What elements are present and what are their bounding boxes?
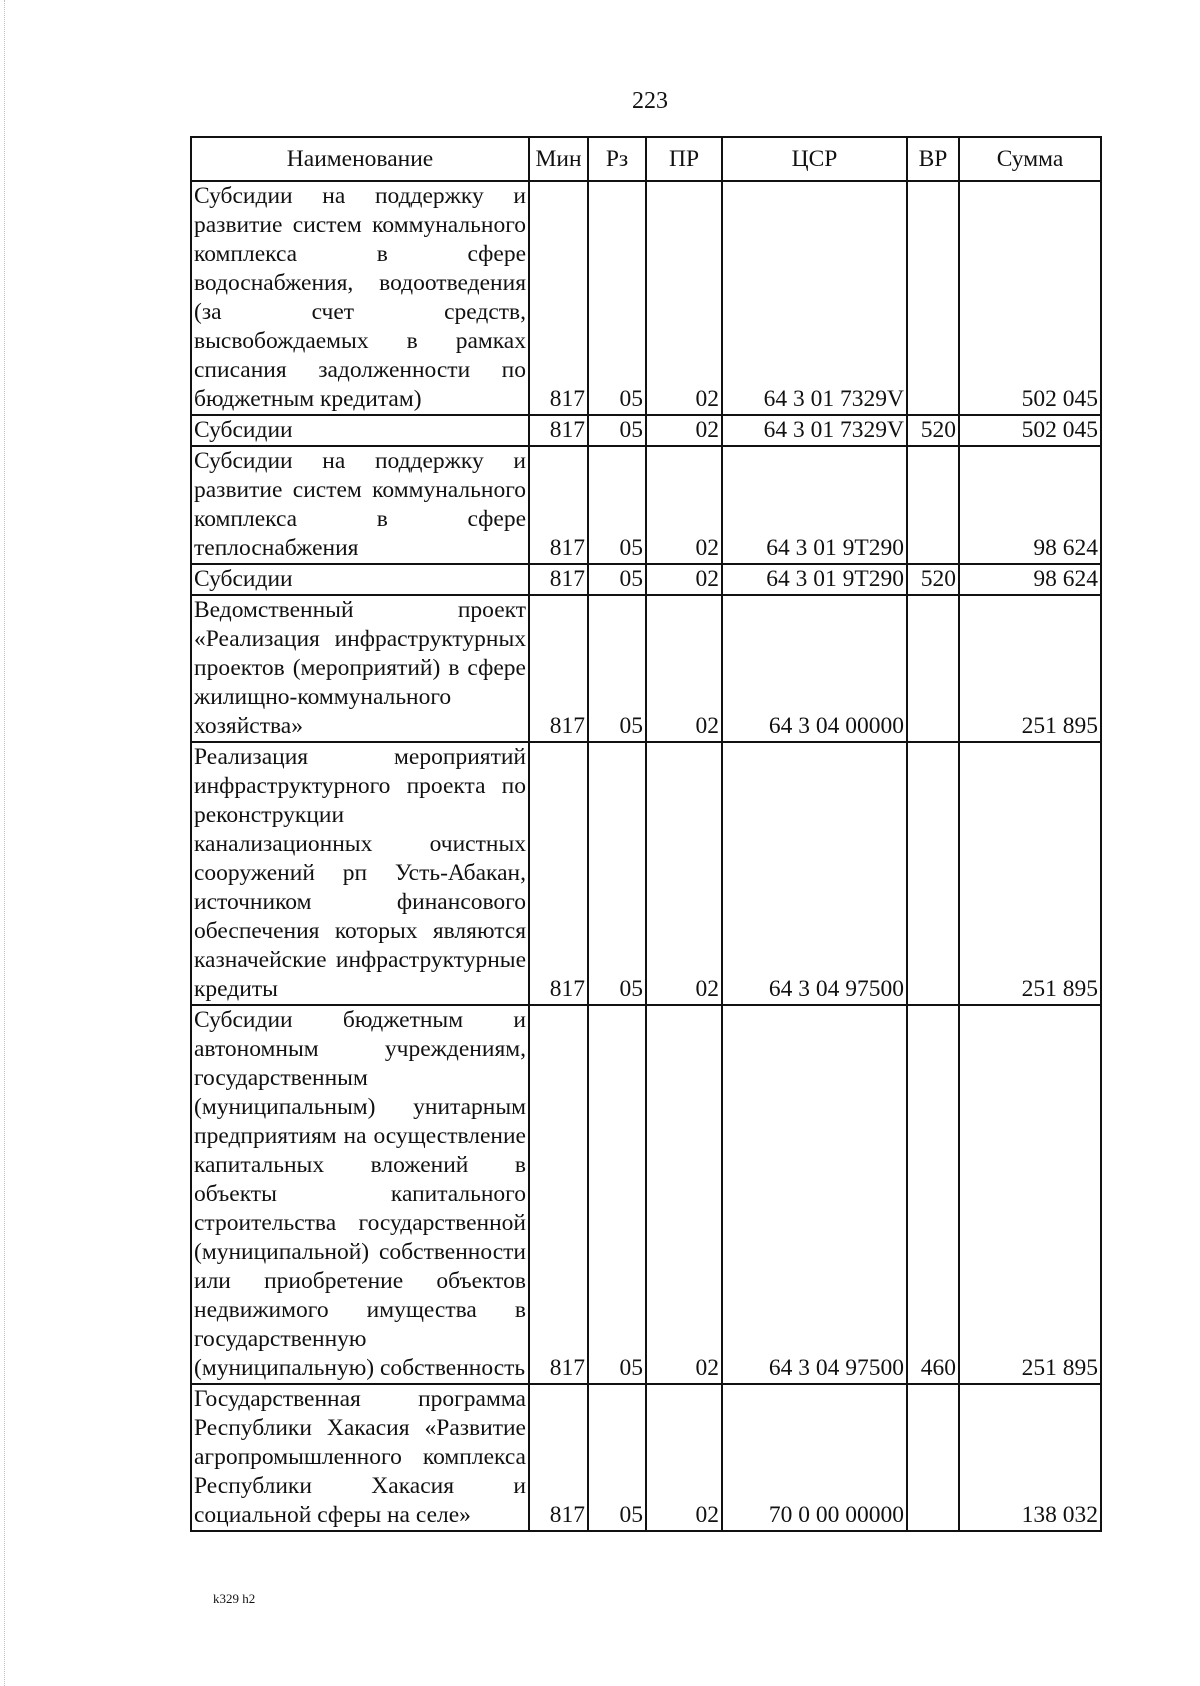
row-vr xyxy=(907,595,959,742)
row-sum: 138 032 xyxy=(959,1384,1101,1531)
row-rz: 05 xyxy=(588,595,646,742)
footer-code: k329 h2 xyxy=(213,1591,256,1606)
row-min: 817 xyxy=(529,1005,588,1384)
header-sum: Сумма xyxy=(959,137,1101,181)
row-rz: 05 xyxy=(588,564,646,595)
header-csr: ЦСР xyxy=(722,137,907,181)
row-name: Субсидии xyxy=(191,564,529,595)
row-csr: 64 3 01 7329V xyxy=(722,415,907,446)
table-row xyxy=(191,446,1101,564)
row-csr: 64 3 04 97500 xyxy=(722,1005,907,1384)
row-vr xyxy=(907,181,959,415)
row-sum: 502 045 xyxy=(959,415,1101,446)
row-min: 817 xyxy=(529,415,588,446)
row-sum: 98 624 xyxy=(959,446,1101,564)
row-sum: 98 624 xyxy=(959,564,1101,595)
page-number: 223 xyxy=(632,88,668,114)
row-sum: 251 895 xyxy=(959,595,1101,742)
table-header-row xyxy=(191,137,1101,181)
row-name: Реализация мероприятий инфраструктурного проекта по реконструкции канализационных очистных сооружений рп Усть-Абакан, источником финансового обеспечения которых являются казначейские инфраструктурные кредиты xyxy=(191,742,529,1005)
table-row xyxy=(191,415,1101,446)
row-rz: 05 xyxy=(588,415,646,446)
row-rz: 05 xyxy=(588,742,646,1005)
budget-table xyxy=(190,136,1102,1532)
row-csr: 70 0 00 00000 xyxy=(722,1384,907,1531)
row-min: 817 xyxy=(529,181,588,415)
row-vr: 460 xyxy=(907,1005,959,1384)
row-csr: 64 3 04 00000 xyxy=(722,595,907,742)
row-pr: 02 xyxy=(646,1005,722,1384)
row-rz: 05 xyxy=(588,446,646,564)
row-pr: 02 xyxy=(646,742,722,1005)
row-pr: 02 xyxy=(646,446,722,564)
row-vr xyxy=(907,446,959,564)
row-csr: 64 3 04 97500 xyxy=(722,742,907,1005)
table-row xyxy=(191,1005,1101,1384)
row-sum: 251 895 xyxy=(959,742,1101,1005)
row-vr: 520 xyxy=(907,564,959,595)
table-row xyxy=(191,564,1101,595)
row-name: Субсидии на поддержку и развитие систем коммунального комплекса в сфере водоснабжения, водоотведения (за счет средств, высвобождаемых в рамках списания задолженности по бюджетным кредитам) xyxy=(191,181,529,415)
table-row xyxy=(191,181,1101,415)
row-sum: 251 895 xyxy=(959,1005,1101,1384)
row-pr: 02 xyxy=(646,595,722,742)
row-rz: 05 xyxy=(588,1005,646,1384)
row-name: Субсидии на поддержку и развитие систем коммунального комплекса в сфере теплоснабжения xyxy=(191,446,529,564)
header-rz: Рз xyxy=(588,137,646,181)
row-vr xyxy=(907,1384,959,1531)
row-vr xyxy=(907,742,959,1005)
row-csr: 64 3 01 9Т290 xyxy=(722,446,907,564)
row-rz: 05 xyxy=(588,1384,646,1531)
row-name: Государственная программа Республики Хакасия «Развитие агропромышленного комплекса Республики Хакасия и социальной сферы на селе» xyxy=(191,1384,529,1531)
row-pr: 02 xyxy=(646,564,722,595)
header-pr: ПР xyxy=(646,137,722,181)
header-vr: ВР xyxy=(907,137,959,181)
table-row xyxy=(191,1384,1101,1531)
row-min: 817 xyxy=(529,564,588,595)
row-csr: 64 3 01 7329V xyxy=(722,181,907,415)
row-min: 817 xyxy=(529,595,588,742)
row-pr: 02 xyxy=(646,1384,722,1531)
row-vr: 520 xyxy=(907,415,959,446)
row-rz: 05 xyxy=(588,181,646,415)
table-row xyxy=(191,742,1101,1005)
row-name: Ведомственный проект «Реализация инфраструктурных проектов (мероприятий) в сфере жилищно-коммунального хозяйства» xyxy=(191,595,529,742)
row-min: 817 xyxy=(529,742,588,1005)
header-min: Мин xyxy=(529,137,588,181)
row-name: Субсидии бюджетным и автономным учреждениям, государственным (муниципальным) унитарным предприятиям на осуществление капитальных вложений в объекты капитального строительства государственной (муниципальной) собственности или приобретение объектов недвижимого имущества в государственную (муниципальную) собственность xyxy=(191,1005,529,1384)
row-csr: 64 3 01 9Т290 xyxy=(722,564,907,595)
table-row xyxy=(191,595,1101,742)
scan-edge-line xyxy=(4,0,6,1686)
row-min: 817 xyxy=(529,1384,588,1531)
row-name: Субсидии xyxy=(191,415,529,446)
row-sum: 502 045 xyxy=(959,181,1101,415)
row-min: 817 xyxy=(529,446,588,564)
row-pr: 02 xyxy=(646,181,722,415)
row-pr: 02 xyxy=(646,415,722,446)
header-name: Наименование xyxy=(191,137,529,181)
